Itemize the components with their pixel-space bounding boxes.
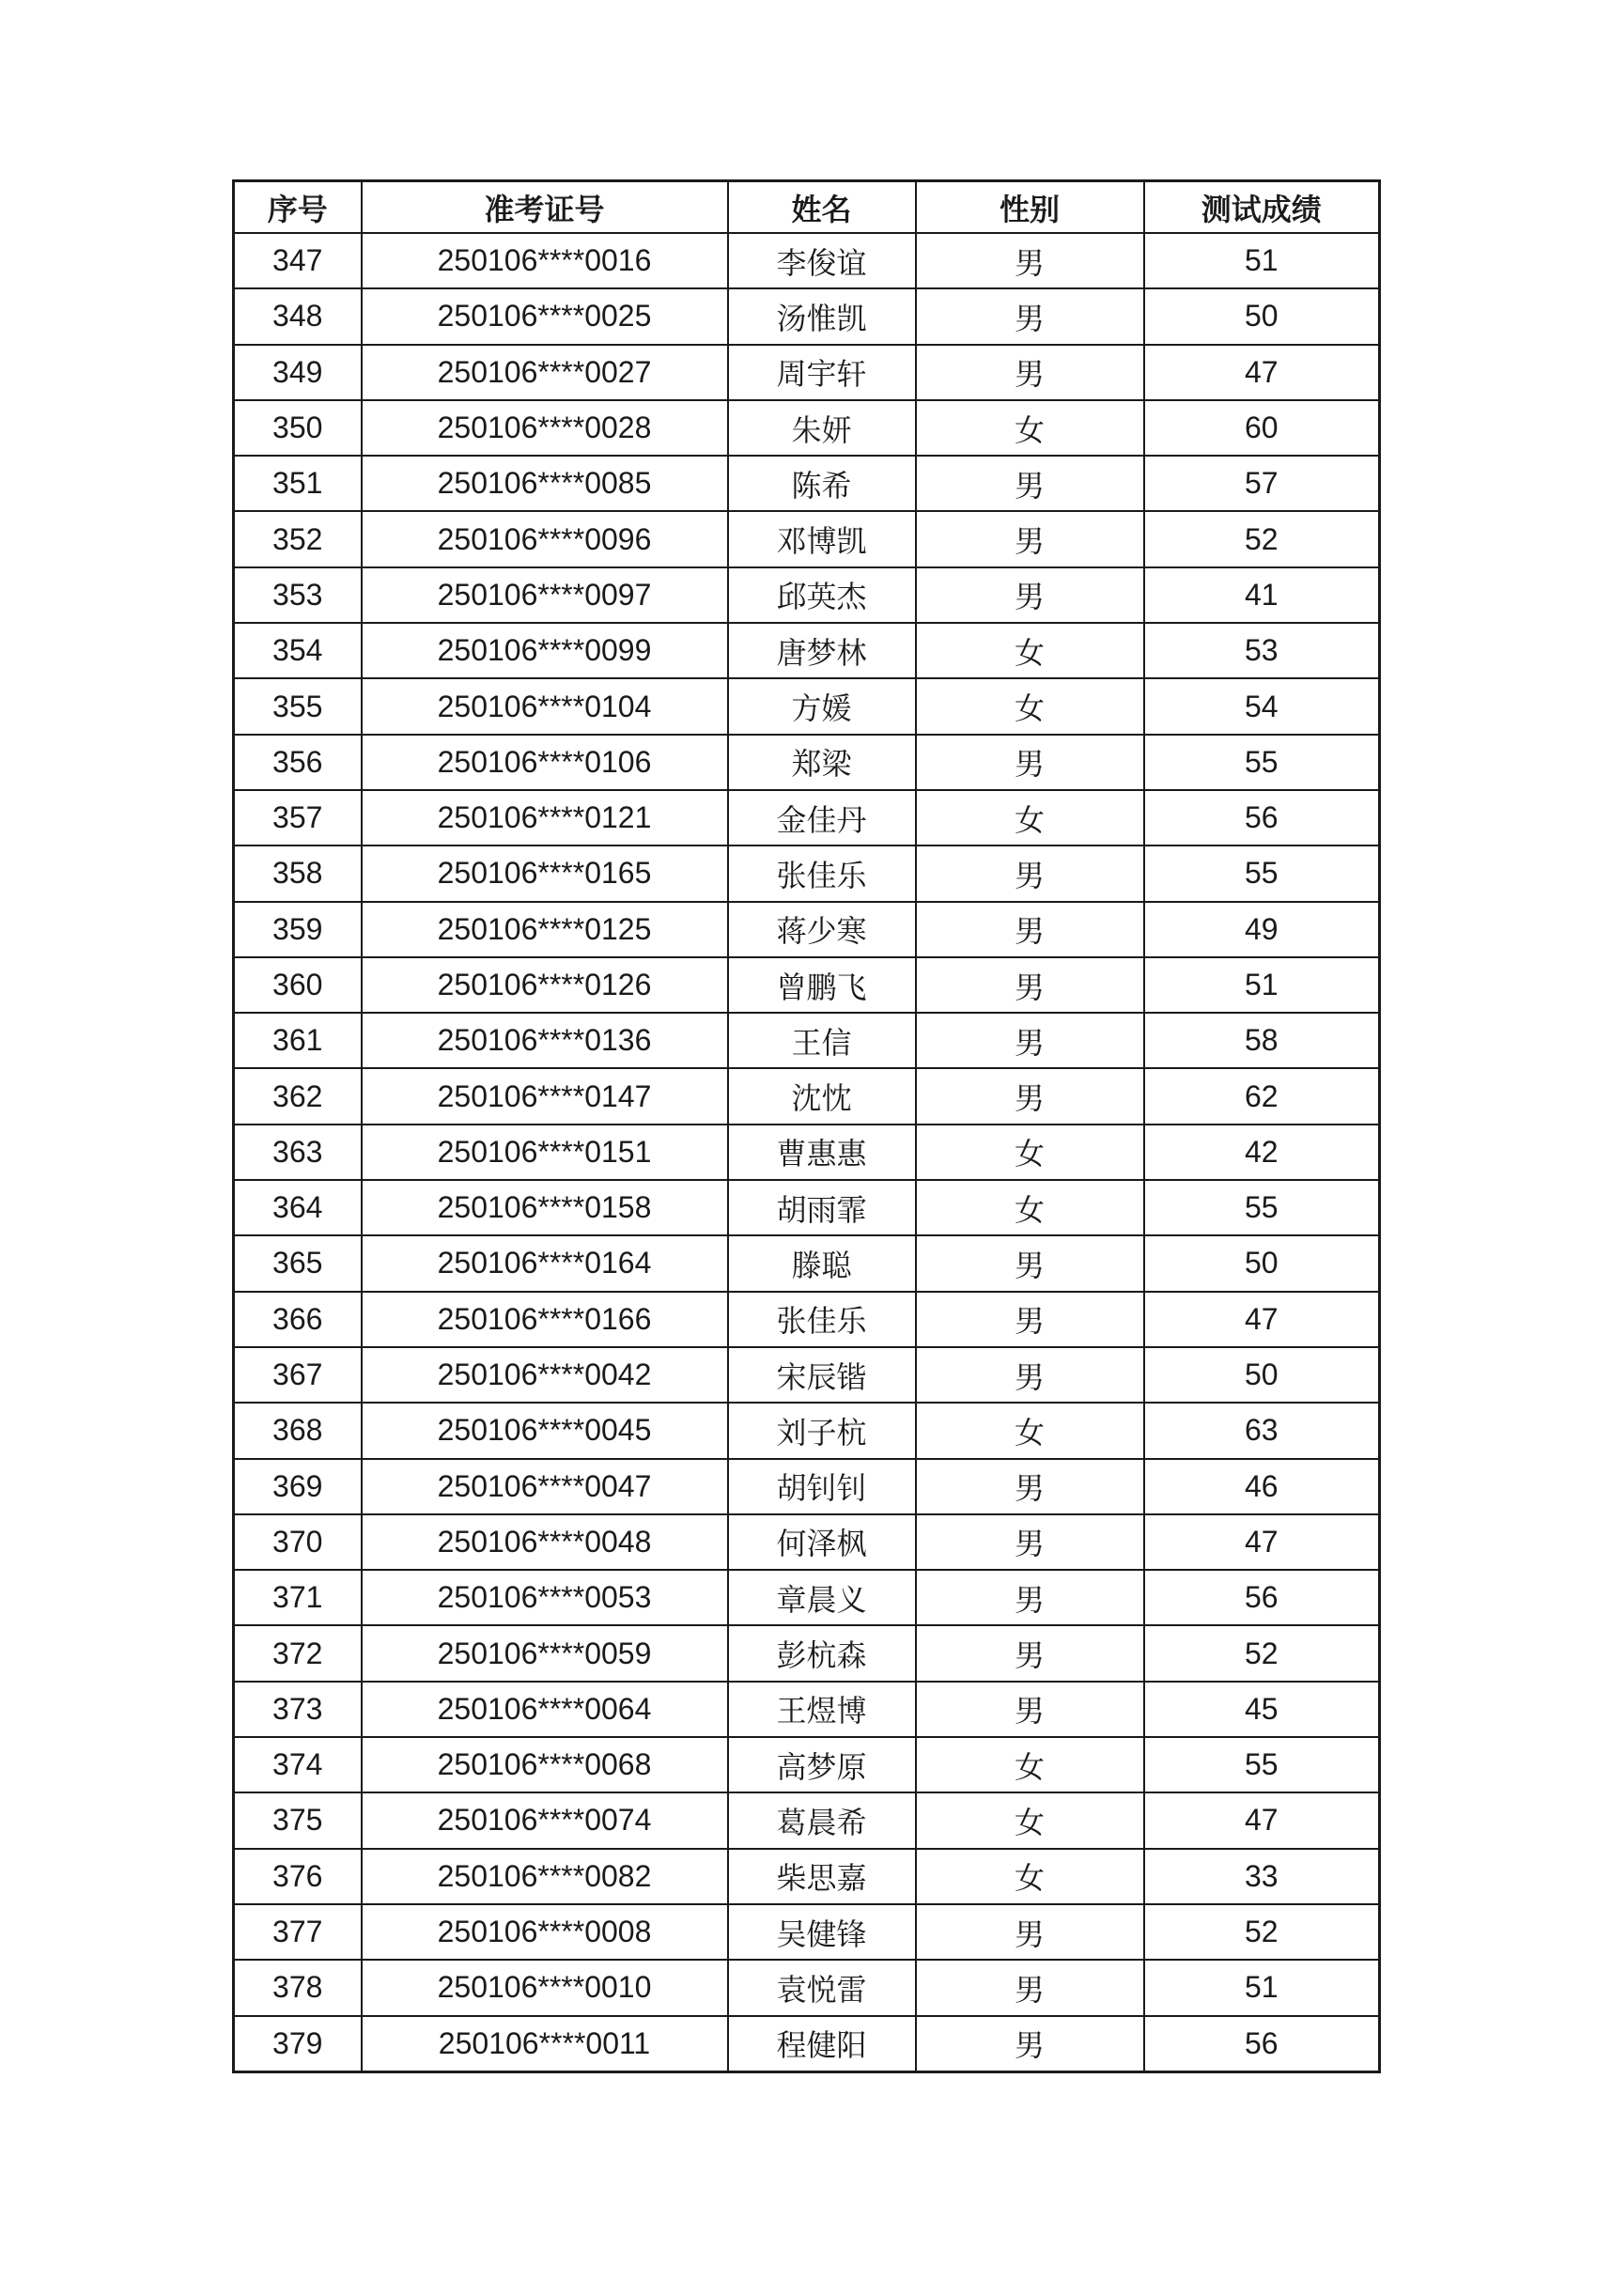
name-cell: 刘子杭 [728,1403,916,1458]
name-cell: 汤惟凯 [728,288,916,344]
seq-cell: 357 [234,790,362,845]
seq-cell: 372 [234,1625,362,1681]
seq-cell: 354 [234,623,362,678]
seq-cell: 355 [234,678,362,734]
gender-cell: 男 [916,288,1144,344]
seq-cell: 376 [234,1849,362,1904]
name-cell: 滕聪 [728,1235,916,1291]
table-row [234,1013,1380,1068]
table-row [234,1125,1380,1180]
ticket-no-cell: 250106****0059 [362,1625,728,1681]
table-row [234,288,1380,344]
gender-cell: 女 [916,400,1144,456]
ticket-no-cell: 250106****0158 [362,1180,728,1235]
ticket-no-cell: 250106****0097 [362,567,728,623]
ticket-no-cell: 250106****0121 [362,790,728,845]
table-row [234,511,1380,566]
ticket-no-cell: 250106****0085 [362,456,728,511]
header-ticket-no: 准考证号 [362,181,728,234]
header-score: 测试成绩 [1144,181,1380,234]
gender-cell: 男 [916,735,1144,790]
ticket-no-cell: 250106****0025 [362,288,728,344]
score-cell: 55 [1144,1180,1380,1235]
ticket-no-cell: 250106****0047 [362,1459,728,1514]
gender-cell: 女 [916,623,1144,678]
name-cell: 曹惠惠 [728,1125,916,1180]
score-cell: 45 [1144,1682,1380,1737]
seq-cell: 360 [234,957,362,1013]
ticket-no-cell: 250106****0028 [362,400,728,456]
name-cell: 陈希 [728,456,916,511]
score-cell: 54 [1144,678,1380,734]
name-cell: 吴健锋 [728,1904,916,1960]
gender-cell: 女 [916,1792,1144,1848]
table-row [234,1960,1380,2015]
name-cell: 邓博凯 [728,511,916,566]
score-cell: 46 [1144,1459,1380,1514]
gender-cell: 女 [916,1125,1144,1180]
gender-cell: 男 [916,1235,1144,1291]
name-cell: 彭杭森 [728,1625,916,1681]
ticket-no-cell: 250106****0016 [362,233,728,288]
score-cell: 50 [1144,288,1380,344]
gender-cell: 女 [916,678,1144,734]
ticket-no-cell: 250106****0164 [362,1235,728,1291]
ticket-no-cell: 250106****0125 [362,902,728,957]
seq-cell: 365 [234,1235,362,1291]
seq-cell: 364 [234,1180,362,1235]
gender-cell: 男 [916,1904,1144,1960]
score-cell: 55 [1144,845,1380,901]
table-row [234,1625,1380,1681]
seq-cell: 370 [234,1514,362,1570]
score-cell: 50 [1144,1347,1380,1403]
score-cell: 53 [1144,623,1380,678]
gender-cell: 男 [916,1013,1144,1068]
name-cell: 章晨义 [728,1570,916,1625]
name-cell: 程健阳 [728,2016,916,2072]
ticket-no-cell: 250106****0010 [362,1960,728,2015]
seq-cell: 379 [234,2016,362,2072]
score-cell: 52 [1144,1625,1380,1681]
table-row [234,1570,1380,1625]
score-cell: 56 [1144,2016,1380,2072]
ticket-no-cell: 250106****0151 [362,1125,728,1180]
score-cell: 51 [1144,957,1380,1013]
name-cell: 朱妍 [728,400,916,456]
score-cell: 33 [1144,1849,1380,1904]
gender-cell: 男 [916,845,1144,901]
gender-cell: 男 [916,1514,1144,1570]
ticket-no-cell: 250106****0099 [362,623,728,678]
gender-cell: 女 [916,1737,1144,1792]
gender-cell: 男 [916,1960,1144,2015]
header-gender: 性别 [916,181,1144,234]
score-cell: 56 [1144,1570,1380,1625]
ticket-no-cell: 250106****0045 [362,1403,728,1458]
ticket-no-cell: 250106****0053 [362,1570,728,1625]
seq-cell: 369 [234,1459,362,1514]
score-cell: 60 [1144,400,1380,456]
gender-cell: 男 [916,1068,1144,1124]
table-row [234,957,1380,1013]
seq-cell: 358 [234,845,362,901]
gender-cell: 女 [916,1403,1144,1458]
name-cell: 唐梦林 [728,623,916,678]
gender-cell: 男 [916,1292,1144,1347]
table-row [234,233,1380,288]
ticket-no-cell: 250106****0104 [362,678,728,734]
seq-cell: 356 [234,735,362,790]
table-row [234,1459,1380,1514]
seq-cell: 353 [234,567,362,623]
seq-cell: 362 [234,1068,362,1124]
gender-cell: 女 [916,790,1144,845]
ticket-no-cell: 250106****0042 [362,1347,728,1403]
header-name: 姓名 [728,181,916,234]
ticket-no-cell: 250106****0068 [362,1737,728,1792]
score-cell: 47 [1144,1792,1380,1848]
ticket-no-cell: 250106****0096 [362,511,728,566]
ticket-no-cell: 250106****0082 [362,1849,728,1904]
table-row [234,678,1380,734]
seq-cell: 349 [234,345,362,400]
table-row [234,845,1380,901]
score-cell: 52 [1144,1904,1380,1960]
table-row [234,1904,1380,1960]
table-row [234,1792,1380,1848]
name-cell: 张佳乐 [728,1292,916,1347]
gender-cell: 男 [916,456,1144,511]
seq-cell: 361 [234,1013,362,1068]
seq-cell: 367 [234,1347,362,1403]
table-row [234,1737,1380,1792]
seq-cell: 366 [234,1292,362,1347]
score-cell: 47 [1144,1514,1380,1570]
score-cell: 58 [1144,1013,1380,1068]
table-row [234,345,1380,400]
name-cell: 高梦原 [728,1737,916,1792]
name-cell: 邱英杰 [728,567,916,623]
name-cell: 李俊谊 [728,233,916,288]
gender-cell: 男 [916,1625,1144,1681]
name-cell: 郑梁 [728,735,916,790]
seq-cell: 377 [234,1904,362,1960]
table-row [234,1180,1380,1235]
score-cell: 41 [1144,567,1380,623]
seq-cell: 348 [234,288,362,344]
name-cell: 柴思嘉 [728,1849,916,1904]
score-cell: 47 [1144,345,1380,400]
gender-cell: 男 [916,1682,1144,1737]
score-cell: 55 [1144,735,1380,790]
name-cell: 袁悦雷 [728,1960,916,2015]
table-row [234,1403,1380,1458]
score-cell: 52 [1144,511,1380,566]
name-cell: 胡雨霏 [728,1180,916,1235]
gender-cell: 男 [916,957,1144,1013]
ticket-no-cell: 250106****0126 [362,957,728,1013]
gender-cell: 男 [916,902,1144,957]
gender-cell: 男 [916,1459,1144,1514]
score-cell: 51 [1144,233,1380,288]
ticket-no-cell: 250106****0106 [362,735,728,790]
table-row [234,456,1380,511]
name-cell: 金佳丹 [728,790,916,845]
table-row [234,1514,1380,1570]
ticket-no-cell: 250106****0027 [362,345,728,400]
gender-cell: 男 [916,345,1144,400]
name-cell: 蒋少寒 [728,902,916,957]
score-table [232,179,1381,2073]
table-header-row [234,181,1380,234]
name-cell: 王煜博 [728,1682,916,1737]
seq-cell: 373 [234,1682,362,1737]
seq-cell: 368 [234,1403,362,1458]
gender-cell: 男 [916,567,1144,623]
score-cell: 62 [1144,1068,1380,1124]
table-body [234,233,1380,2071]
gender-cell: 女 [916,1849,1144,1904]
score-cell: 50 [1144,1235,1380,1291]
gender-cell: 男 [916,1570,1144,1625]
table-row [234,1235,1380,1291]
seq-cell: 371 [234,1570,362,1625]
name-cell: 宋辰锴 [728,1347,916,1403]
ticket-no-cell: 250106****0165 [362,845,728,901]
gender-cell: 男 [916,2016,1144,2072]
table-row [234,623,1380,678]
table-row [234,567,1380,623]
name-cell: 何泽枫 [728,1514,916,1570]
name-cell: 曾鹏飞 [728,957,916,1013]
seq-cell: 374 [234,1737,362,1792]
seq-cell: 350 [234,400,362,456]
seq-cell: 378 [234,1960,362,2015]
header-seq: 序号 [234,181,362,234]
gender-cell: 女 [916,1180,1144,1235]
score-cell: 47 [1144,1292,1380,1347]
ticket-no-cell: 250106****0008 [362,1904,728,1960]
table-row [234,1347,1380,1403]
score-cell: 56 [1144,790,1380,845]
ticket-no-cell: 250106****0136 [362,1013,728,1068]
seq-cell: 363 [234,1125,362,1180]
name-cell: 沈忱 [728,1068,916,1124]
table-row [234,1068,1380,1124]
table-row [234,735,1380,790]
ticket-no-cell: 250106****0011 [362,2016,728,2072]
ticket-no-cell: 250106****0147 [362,1068,728,1124]
name-cell: 王信 [728,1013,916,1068]
name-cell: 方媛 [728,678,916,734]
seq-cell: 351 [234,456,362,511]
ticket-no-cell: 250106****0166 [362,1292,728,1347]
gender-cell: 男 [916,511,1144,566]
score-cell: 49 [1144,902,1380,957]
gender-cell: 男 [916,233,1144,288]
table-row [234,1682,1380,1737]
ticket-no-cell: 250106****0074 [362,1792,728,1848]
ticket-no-cell: 250106****0064 [362,1682,728,1737]
seq-cell: 347 [234,233,362,288]
score-cell: 51 [1144,1960,1380,2015]
score-cell: 42 [1144,1125,1380,1180]
table-row [234,790,1380,845]
seq-cell: 375 [234,1792,362,1848]
table-row [234,400,1380,456]
seq-cell: 359 [234,902,362,957]
seq-cell: 352 [234,511,362,566]
table-row [234,2016,1380,2072]
table-row [234,1849,1380,1904]
name-cell: 张佳乐 [728,845,916,901]
score-cell: 55 [1144,1737,1380,1792]
name-cell: 葛晨希 [728,1792,916,1848]
table-row [234,1292,1380,1347]
name-cell: 周宇轩 [728,345,916,400]
ticket-no-cell: 250106****0048 [362,1514,728,1570]
name-cell: 胡钊钊 [728,1459,916,1514]
score-cell: 57 [1144,456,1380,511]
gender-cell: 男 [916,1347,1144,1403]
table-row [234,902,1380,957]
score-cell: 63 [1144,1403,1380,1458]
